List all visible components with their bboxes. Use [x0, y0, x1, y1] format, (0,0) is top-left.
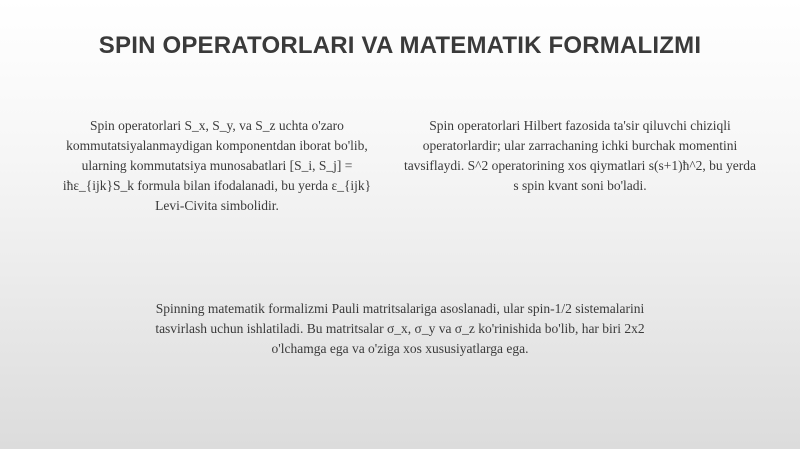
slide-title: SPIN OPERATORLARI VA MATEMATIK FORMALIZMI — [98, 32, 702, 59]
paragraph-commutation: Spin operatorlari S_x, S_y, va S_z uchta o'zaro kommutatsiyalanmaydigan komponentdan iborat bo'lib, ularning kommutatsiya munosabatlari [S_i, S_j] = iħε_{ijk}S_k formula bilan ifodalanadi, bu yerda ε_{ijk} Levi-Civita simbolidir. — [62, 118, 372, 213]
paragraph-pauli-matrices: Spinning matematik formalizmi Pauli matritsalariga asoslanadi, ular spin-1/2 sistemalarini tasvirlash uchun ishlatiladi. Bu matritsalar σ_x, σ_y va σ_z ko'rinishida bo'lib, har biri 2x2 o'lchamga ega va o'ziga xos xususiyatlarga ega. — [155, 301, 645, 356]
paragraph-hilbert-space: Spin operatorlari Hilbert fazosida ta'sir qiluvchi chiziqli operatorlardir; ular zarrachaning ichki burchak momentini tavsiflaydi. S^2 operatorining xos qiymatlari s(s+1)ħ^2, bu yerda s spin kvant soni bo'ladi. — [403, 118, 757, 193]
